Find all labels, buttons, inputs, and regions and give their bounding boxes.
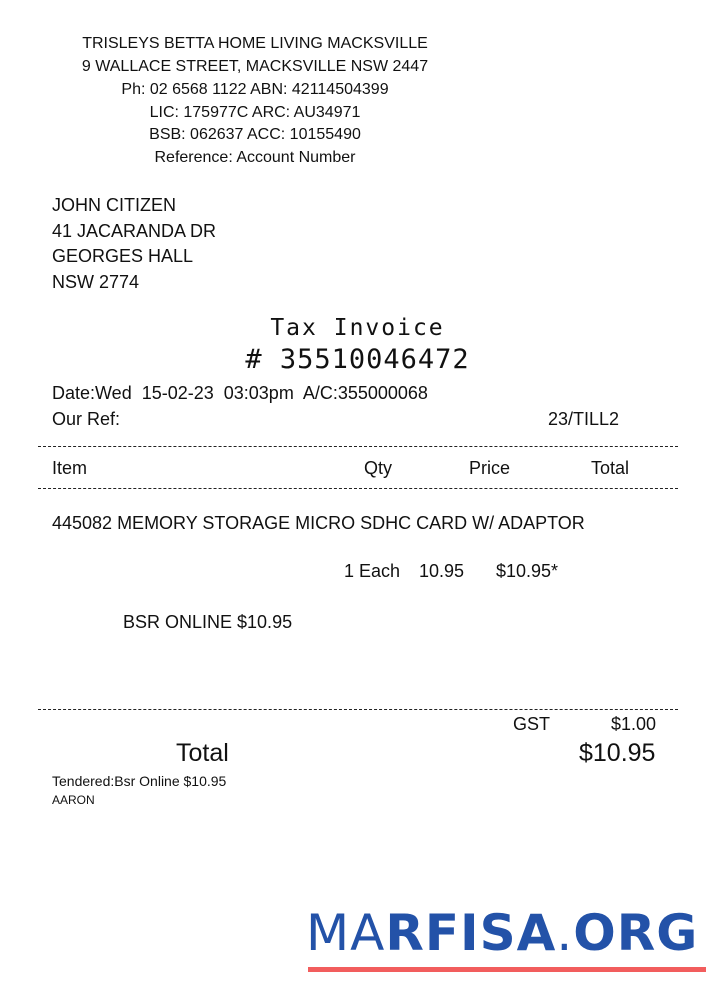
customer-suburb: GEORGES HALL <box>52 246 194 266</box>
line-item-total: $10.95* <box>496 561 559 581</box>
line-item-description: 445082 MEMORY STORAGE MICRO SDHC CARD W/ ADAPTOR <box>52 513 585 533</box>
watermark-logo: MARFISA.ORG <box>306 904 699 962</box>
header-total: Total <box>591 458 630 478</box>
store-lic-arc: LIC: 175977C ARC: AU34971 <box>149 104 361 121</box>
store-address: 9 WALLACE STREET, MACKSVILLE NSW 2447 <box>81 58 429 75</box>
store-name: TRISLEYS BETTA HOME LIVING MACKSVILLE <box>82 35 428 52</box>
customer-state: NSW 2774 <box>52 272 140 292</box>
invoice-date-line: Date:Wed 15-02-23 03:03pm A/C:355000068 <box>52 383 428 403</box>
total-label: Total <box>176 739 229 767</box>
total-value: $10.95 <box>579 739 656 767</box>
payment-note: BSR ONLINE $10.95 <box>123 612 293 632</box>
customer-name: JOHN CITIZEN <box>52 195 176 215</box>
till-id: 23/TILL2 <box>548 409 620 429</box>
line-item-qty: 1 Each <box>344 561 401 581</box>
watermark-underline <box>308 967 706 972</box>
header-qty: Qty <box>364 458 393 478</box>
header-item: Item <box>52 458 88 478</box>
store-bank: BSB: 062637 ACC: 10155490 <box>149 126 361 143</box>
invoice-title: Tax Invoice <box>270 315 445 341</box>
gst-label: GST <box>513 714 551 734</box>
store-phone-abn: Ph: 02 6568 1122 ABN: 42114504399 <box>121 81 389 98</box>
header-price: Price <box>469 458 511 478</box>
store-reference: Reference: Account Number <box>154 149 356 166</box>
divider <box>38 446 678 447</box>
line-item-price: 10.95 <box>419 561 465 581</box>
tendered-line: Tendered:Bsr Online $10.95 <box>52 773 227 789</box>
customer-street: 41 JACARANDA DR <box>52 221 217 241</box>
staff-name: AARON <box>52 793 95 807</box>
invoice-number: # 35510046472 <box>245 344 470 375</box>
our-ref-label: Our Ref: <box>52 409 121 429</box>
gst-value: $1.00 <box>611 714 657 734</box>
divider <box>38 488 678 489</box>
divider <box>38 709 678 710</box>
